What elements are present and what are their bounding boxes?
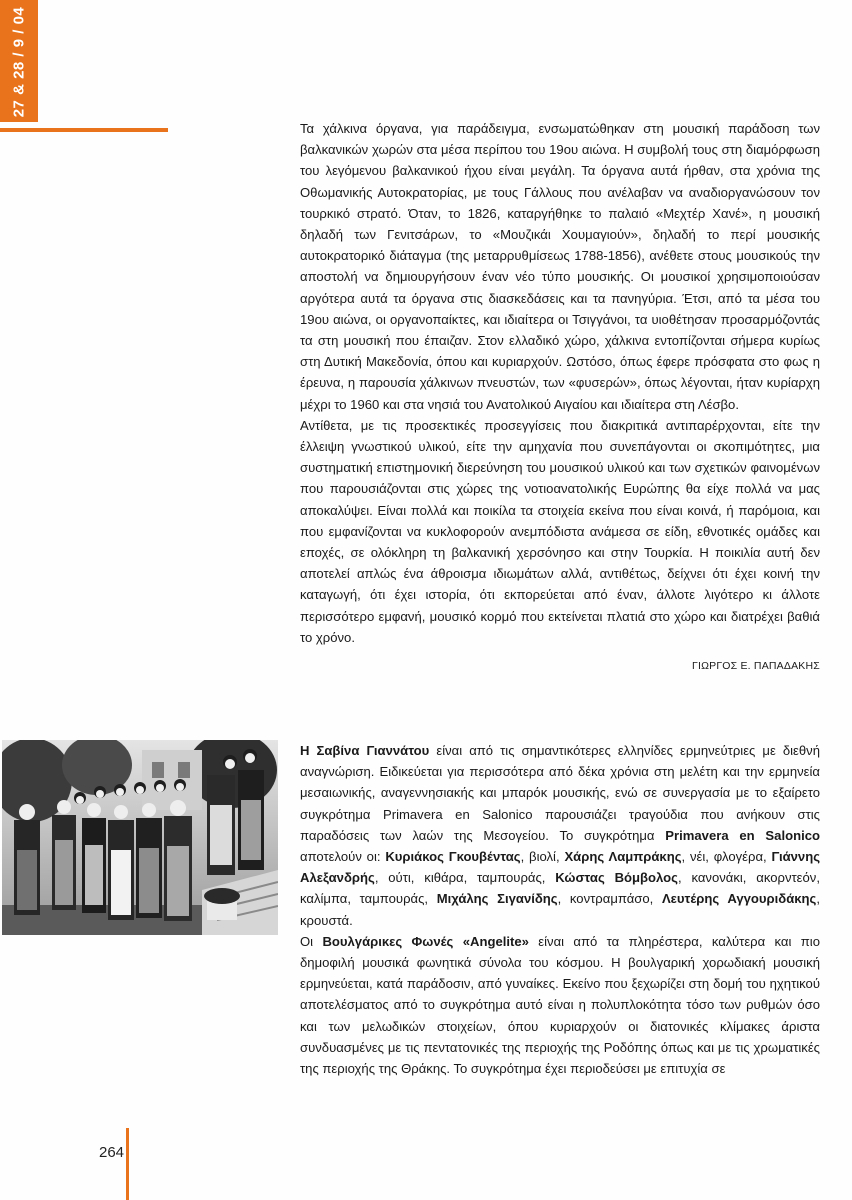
- author-signature: ΓΙΩΡΓΟΣ Ε. ΠΑΠΑΔΑΚΗΣ: [691, 660, 820, 673]
- article-bottom: [300, 740, 820, 1079]
- name-primavera: Primavera en Salonico: [665, 827, 820, 843]
- text-run: , κοντραμπάσο,: [557, 891, 662, 907]
- text-run: αποτελούν οι:: [300, 849, 386, 865]
- date-label: 27 & 28 / 9 / 04: [10, 6, 28, 118]
- name-musician: Κυριάκος Γκουβέντας: [385, 849, 521, 865]
- paragraph-savina-yannatou: [300, 740, 820, 931]
- text-run: , κρουστά.: [300, 891, 820, 928]
- group-photo: [2, 740, 278, 935]
- name-musician: Λευτέρης Αγγουριδάκης: [661, 891, 817, 907]
- date-tab: [0, 0, 38, 122]
- text-run: , βιολί,: [520, 849, 565, 865]
- text-run: είναι από τις σημαντικότερες ελληνίδες ερμηνεύτριες με διεθνή αναγνώριση. Ειδικεύεται για περισσότερα από δέκα χρόνια στη μελέτη και την ερμηνεία μεσαιωνικής, αναγεννησιακής και μπαρόκ μουσικής, ενώ σε συνεργασία με το εξαίρετο συγκρότημα Primavera en Salonico παρουσιάζει τραγούδια που ανήκουν στις παραδόσεις των λαών της Μεσογείου. Το συγκρότημα: [300, 743, 820, 843]
- text-run: , κανονάκι, ακορντεόν, καλίμπα, ταμπουράς,: [300, 870, 820, 907]
- paragraph-balkan-music: Αντίθετα, με τις προσεκτικές προσεγγίσεις που διακριτικά αντιπαρέρχονται, είτε την έλλειψη γνωστικού υλικού, είτε την αμηχανία που συνεπάγονται οι σκοπιμότητες, μια συστηματική επιστημονική διερεύνηση του μουσικού υλικού και των σχετικών φαινομένων που παρουσιάζονται στις χώρες της νοτιοανατολικής Ευρώπης θα είχε πολλά να μας αποκαλύψει. Είναι πολλά και ποικίλα τα στοιχεία εκείνα που είναι κοινά, ή παρόμοια, και που εμφανίζονται να κυκλοφορούν ανεμπόδιστα ανάμεσα σε είδη, εθνοτικές ομάδες και εποχές, σε ολόκληρη τη βαλκανική χερσόνησο και στην Τουρκία. Η ποικιλία αυτή δεν αποτελεί απλώς ένα άθροισμα ιδιωμάτων αλλά, αντιθέτως, δείχνει ότι έχει κοινή την καταγωγή, ότι έχει ιστορία, ότι εκπορεύεται από έναν, άλλοτε λιγότερο κι άλλοτε περισσότερο εμφανή, μουσικό κορμό που εκτείνεται πλατιά στο χώρο και διατρέχει βαθιά το χρόνο.: [300, 417, 820, 645]
- name-musician: Γιάννης Αλεξανδρής: [300, 849, 821, 886]
- text-run: , νέι, φλογέρα,: [681, 849, 772, 865]
- paragraph-angelite: [300, 931, 820, 1079]
- paragraph-brass-instruments: Τα χάλκινα όργανα, για παράδειγμα, ενσωματώθηκαν στη μουσική παράδοση των βαλκανικών χωρών στα μέσα περίπου του 19ου αιώνα. Η συμβολή τους στη διαμόρφωση του λεγόμενου βαλκανικού ήχου είναι μεγάλη. Τα όργανα αυτά ήρθαν, στα χρόνια της Οθωμανικής Αυτοκρατορίας, με τους Γάλλους που ανέλαβαν να αναδιοργανώσουν τον τουρκικό στρατό. Όταν, το 1826, καταργήθηκε το παλαιό «Μεχτέρ Χανέ», η μουσική δηλαδή των Γενιτσάρων, το «Μουζικάι Χουμαγιούν», δηλαδή το περί μουσικής αυτοκρατορικό διάταγμα (της μεταρρυθμίσεως 1788-1856), ανέθετε στους μουσικούς την αποστολή να δημιουργήσουν έναν νέο τύπο μουσικής. Οι μουσικοί χρησιμοποιούσαν αργότερα αυτά τα όργανα στις διασκεδάσεις και τα πανηγύρια. Έτσι, από τα μέσα του 19ου αιώνα, οι οργανοπαίκτες, και ιδιαίτερα οι Τσιγγάνοι, τα υιοθέτησαν προσαρμόζοντάς τα στη μουσική που έπαιζαν. Στον ελλαδικό χώρο, χάλκινα εντοπίζονται σήμερα κυρίως στη Δυτική Μακεδονία, όπου και κυριαρχούν. Ωστόσο, όπως έφερε πρόσφατα στο φως η έρευνα, η παρουσία χάλκινων πνευστών, των «φυσερών», όπως λέγονται, ήταν κυρίαρχη μέχρι το 1960 και στα νησιά του Ανατολικού Αιγαίου και ιδιαίτερα στη Λέσβο.: [300, 121, 820, 412]
- name-angelite: Βουλγάρικες Φωνές «Angelite»: [322, 933, 529, 949]
- top-accent-rule: [0, 128, 168, 132]
- name-musician: Χάρης Λαμπράκης: [564, 849, 682, 865]
- choir-photo-illustration: [2, 740, 278, 935]
- text-run: είναι από τα πληρέστερα, καλύτερα και πιο δημοφιλή μουσικά φωνητικά σύνολα του κόσμου. Η βουλγαρική χορωδιακή μουσική ερμηνεύεται, κατά παράδοσιν, από γυναίκες. Εκείνο που ξεχωρίζει στη δομή του ηχητικού αποτελέσματος από το συγκρότημα αυτό είναι η πολυπλοκότητα τόσο των ρυθμών όσο και των μελωδικών στοιχείων, όπου κυριαρχούν οι διατονικές κλίμακες άριστα συνδυασμένες με τις πεντατονικές της περιοχής της Ροδόπης όπως και με τις χρωματικές της περιοχής της Θράκης. Το συγκρότημα έχει περιοδεύσει με επιτυχία σε: [300, 933, 820, 1077]
- page-accent-rule: [126, 1128, 129, 1200]
- text-run: , ούτι, κιθάρα, ταμπουράς,: [374, 870, 556, 886]
- page-number: 264: [99, 1144, 125, 1161]
- name-musician: Μιχάλης Σιγανίδης: [436, 891, 558, 907]
- article-top: [300, 118, 820, 677]
- name-musician: Κώστας Βόμβολος: [555, 870, 678, 886]
- text-run: Οι: [300, 933, 323, 949]
- name-savina-yannatou: Η Σαβίνα Γιαννάτου: [300, 743, 430, 758]
